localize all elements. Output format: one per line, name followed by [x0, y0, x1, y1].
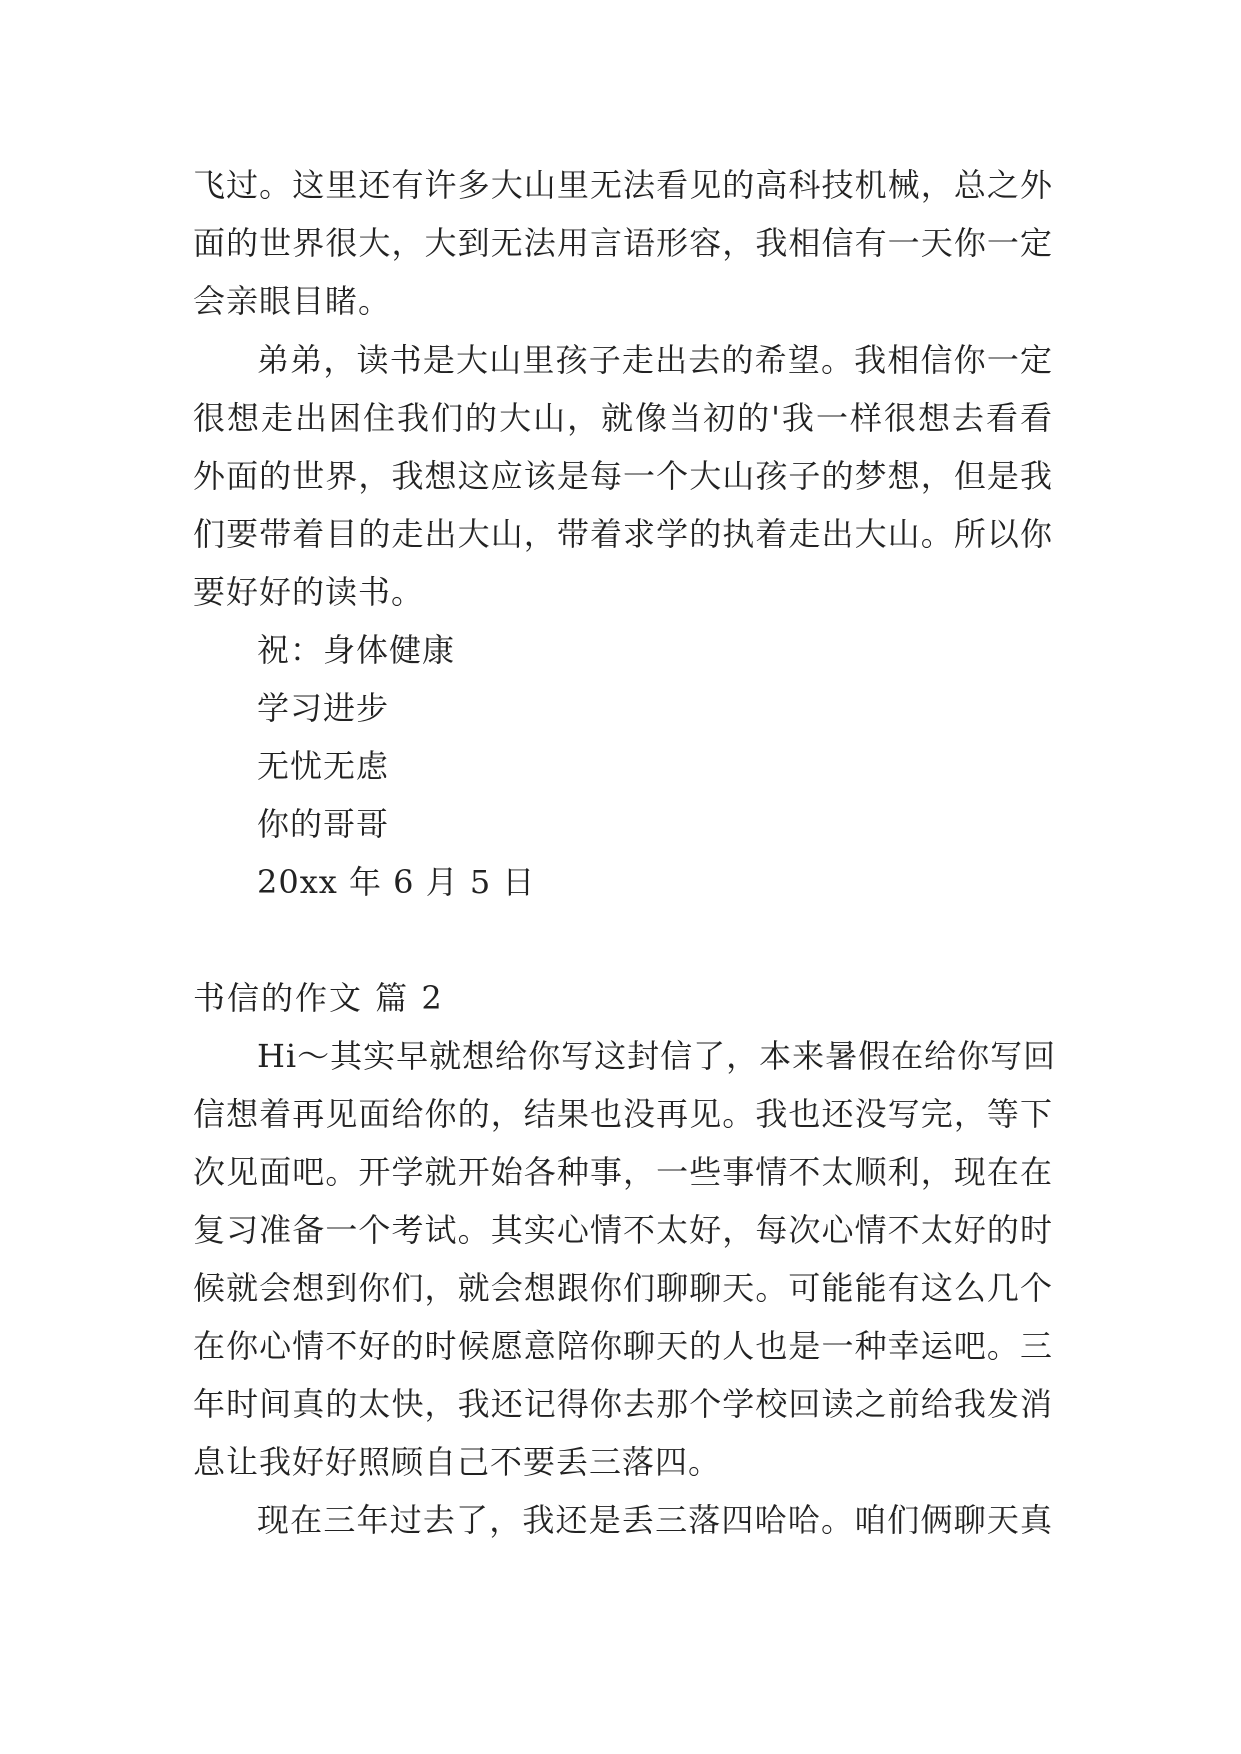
paragraph-line: 信想着再见面给你的，结果也没再见。我也还没写完，等下: [193, 1095, 1053, 1133]
paragraph-line: 次见面吧。开学就开始各种事，一些事情不太顺利，现在在: [193, 1153, 1053, 1191]
paragraph-line: 们要带着目的走出大山，带着求学的执着走出大山。所以你: [193, 515, 1053, 553]
paragraph-line: 复习准备一个考试。其实心情不太好，每次心情不太好的时: [193, 1211, 1053, 1249]
paragraph-line: Hi～其实早就想给你写这封信了，本来暑假在给你写回: [257, 1037, 1057, 1075]
paragraph-line: 飞过。这里还有许多大山里无法看见的高科技机械，总之外: [193, 166, 1053, 204]
paragraph-line: 外面的世界，我想这应该是每一个大山孩子的梦想，但是我: [193, 457, 1053, 495]
signature: 你的哥哥: [257, 805, 390, 843]
paragraph-line: 在你心情不好的时候愿意陪你聊天的人也是一种幸运吧。三: [193, 1327, 1053, 1365]
closing-wish-3: 无忧无虑: [257, 747, 390, 785]
paragraph-line: 很想走出困住我们的大山，就像当初的'我一样很想去看看: [193, 399, 1053, 437]
paragraph-line: 年时间真的太快，我还记得你去那个学校回读之前给我发消: [193, 1385, 1053, 1423]
paragraph-line: 现在三年过去了，我还是丢三落四哈哈。咱们俩聊天真: [257, 1501, 1053, 1539]
paragraph-line: 会亲眼目睹。: [193, 282, 392, 320]
section-heading: 书信的作文 篇 2: [193, 979, 444, 1017]
paragraph-line: 候就会想到你们，就会想跟你们聊聊天。可能能有这么几个: [193, 1269, 1053, 1307]
closing-wish-2: 学习进步: [257, 689, 390, 727]
paragraph-line: 息让我好好照顾自己不要丢三落四。: [193, 1443, 722, 1481]
letter-date: 20xx 年 6 月 5 日: [257, 863, 536, 901]
closing-wish: 祝：身体健康: [257, 631, 456, 669]
paragraph-line: 弟弟，读书是大山里孩子走出去的希望。我相信你一定: [257, 341, 1053, 379]
paragraph-line: 要好好的读书。: [193, 573, 425, 611]
paragraph-line: 面的世界很大，大到无法用言语形容，我相信有一天你一定: [193, 224, 1053, 262]
